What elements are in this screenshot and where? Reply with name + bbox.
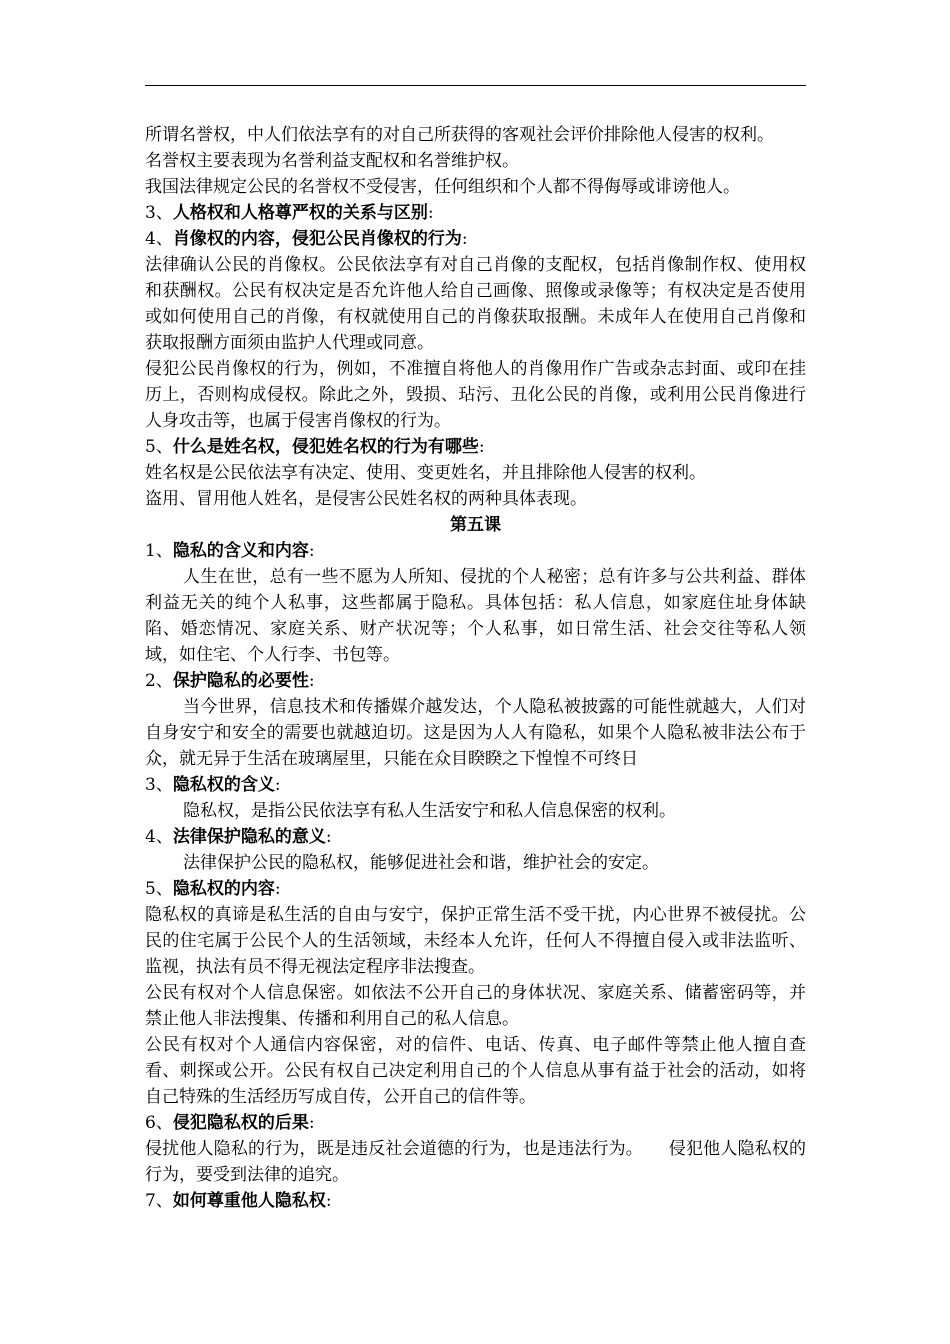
heading-respect-privacy: [145, 1188, 806, 1214]
paragraph-reputation-definition: 所谓名誉权，中人们依法享有的对自己所获得的客观社会评价排除他人侵害的权利。: [145, 125, 774, 145]
heading-text: 什么是姓名权，侵犯姓名权的行为有哪些: [172, 437, 479, 457]
heading-privacy-necessity: [145, 668, 806, 694]
heading-name-right: [145, 434, 806, 460]
paragraph-portrait-infringement: 侵犯公民肖像权的行为，例如，不准擅自将他人的肖像用作广告或杂志封面、或印在挂历上，否则构成侵权。除此之外，毁损、玷污、丑化公民的肖像，或利用公民肖像进行人身攻击等，也属于侵害肖像权的行为。: [145, 359, 806, 431]
heading-colon: :: [325, 827, 332, 847]
heading-text: 如何尊重他人隐私权: [172, 1191, 326, 1211]
heading-text: 隐私权的含义: [172, 775, 275, 795]
heading-portrait-right: [145, 226, 806, 252]
paragraph-reputation-law: 我国法律规定公民的名誉权不受侵害，任何组织和个人都不得侮辱或诽谤他人。: [145, 177, 740, 197]
document-body: [145, 122, 806, 1214]
paragraph-communication-confidentiality: 公民有权对个人通信内容保密，对的信件、电话、传真、电子邮件等禁止他人擅自查看、刺探或公开。公民有权自己决定利用自己的个人信息从事有益于社会的活动，如将自己特殊的生活经历写成自传，公开自己的信件等。: [145, 1035, 806, 1107]
heading-number: 4、: [145, 229, 173, 249]
heading-text: 法律保护隐私的意义: [172, 827, 326, 847]
heading-colon: :: [461, 229, 468, 249]
heading-privacy-infringement-consequences: [145, 1110, 806, 1136]
paragraph-privacy-necessity: 当今世界，信息技术和传播媒介越发达，个人隐私被披露的可能性就越大，人们对自身安宁和安全的需要也就越迫切。这是因为人人有隐私，如果个人隐私被非法公布于众，就无异于生活在玻璃屋里，只能在众目睽睽之下惶惶不可终日: [145, 697, 806, 769]
paragraph-privacy-essence: 隐私权的真谛是私生活的自由与安宁，保护正常生活不受干扰，内心世界不被侵扰。公民的住宅属于公民个人的生活领域，未经本人允许，任何人不得擅自侵入或非法监听、监视，执法有员不得无视法定程序非法搜查。: [145, 905, 806, 977]
paragraph-portrait-content: 法律确认公民的肖像权。公民依法享有对自己肖像的支配权，包括肖像制作权、使用权和获酬权。公民有权决定是否允许他人给自己画像、照像或录像等；有权决定是否使用或如何使用自己的肖像，有权就使用自己的肖像获取报酬。未成年人在使用自己肖像和获取报酬方面须由监护人代理或同意。: [145, 255, 806, 353]
paragraph-reputation-forms: 名誉权主要表现为名誉利益支配权和名誉维护权。: [145, 151, 519, 171]
heading-colon: :: [427, 203, 434, 223]
header-rule: [145, 85, 806, 86]
heading-colon: :: [325, 1191, 332, 1211]
heading-number: 7、: [145, 1191, 173, 1211]
heading-colon: :: [308, 671, 315, 691]
heading-text: 人格权和人格尊严权的关系与区别: [172, 203, 428, 223]
heading-number: 2、: [145, 671, 173, 691]
heading-number: 3、: [145, 775, 173, 795]
heading-personality-dignity: [145, 200, 806, 226]
paragraph-privacy-right-definition: 隐私权，是指公民依法享有私人生活安宁和私人信息保密的权利。: [183, 801, 676, 821]
heading-text: 肖像权的内容，侵犯公民肖像权的行为: [172, 229, 462, 249]
heading-number: 6、: [145, 1113, 173, 1133]
heading-colon: :: [274, 775, 281, 795]
heading-number: 5、: [145, 437, 173, 457]
heading-privacy-meaning: [145, 538, 806, 564]
heading-colon: :: [308, 541, 315, 561]
heading-privacy-right-meaning: [145, 772, 806, 798]
heading-privacy-right-content: [145, 876, 806, 902]
heading-privacy-law-significance: [145, 824, 806, 850]
lesson-title: 第五课: [450, 515, 501, 535]
paragraph-name-right-infringement: 盗用、冒用他人姓名，是侵害公民姓名权的两种具体表现。: [145, 489, 587, 509]
paragraph-information-confidentiality: 公民有权对个人信息保密。如依法不公开自己的身体状况、家庭关系、储蓄密码等，并禁止他人非法搜集、传播和利用自己的私人信息。: [145, 983, 806, 1029]
heading-colon: :: [274, 879, 281, 899]
heading-text: 保护隐私的必要性: [172, 671, 309, 691]
paragraph-privacy-content: 人生在世，总有一些不愿为人所知、侵扰的个人秘密；总有许多与公共利益、群体利益无关的纯个人私事，这些都属于隐私。具体包括：私人信息，如家庭住址身体缺陷、婚恋情况、家庭关系、财产状况等；个人私事，如日常生活、社会交往等私人领域，如住宅、个人行李、书包等。: [145, 567, 806, 665]
heading-number: 1、: [145, 541, 173, 561]
heading-colon: :: [308, 1113, 315, 1133]
heading-text: 隐私权的内容: [172, 879, 275, 899]
heading-number: 5、: [145, 879, 173, 899]
paragraph-name-right-definition: 姓名权是公民依法享有决定、使用、变更姓名，并且排除他人侵害的权利。: [145, 463, 706, 483]
heading-colon: :: [478, 437, 485, 457]
heading-text: 侵犯隐私权的后果: [172, 1113, 309, 1133]
heading-text: 隐私的含义和内容: [172, 541, 309, 561]
paragraph-privacy-law-significance: 法律保护公民的隐私权，能够促进社会和谐，维护社会的安定。: [183, 853, 659, 873]
paragraph-privacy-infringement-consequences: 侵扰他人隐私的行为，既是违反社会道德的行为，也是违法行为。 侵犯他人隐私权的行为，要受到法律的追究。: [145, 1139, 806, 1185]
heading-number: 4、: [145, 827, 173, 847]
heading-number: 3、: [145, 203, 173, 223]
